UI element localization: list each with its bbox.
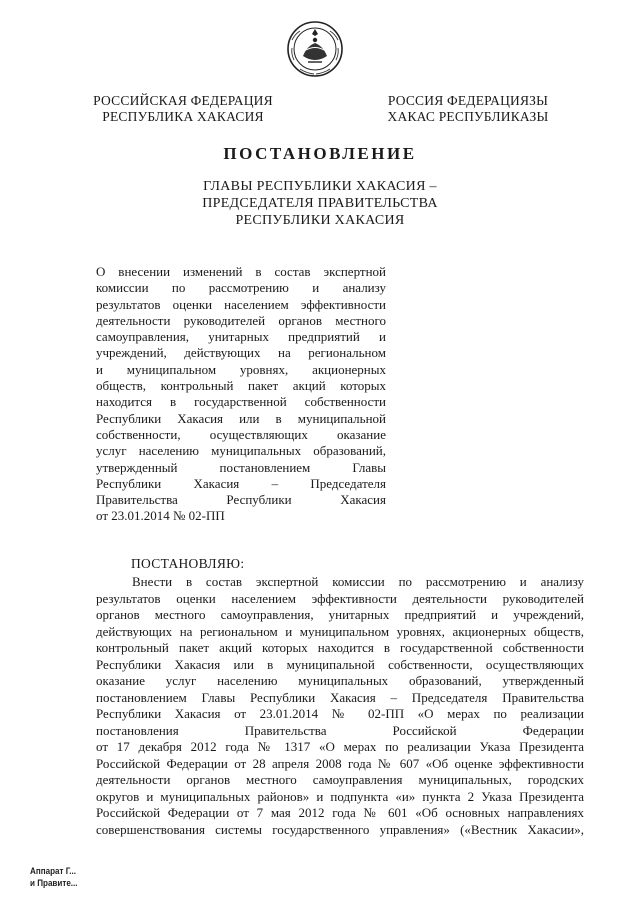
subject-line: самоуправления, унитарных предприятий и — [96, 329, 386, 345]
subject-line: деятельности руководителей органов местного — [96, 312, 386, 328]
body-line: контрольный пакет акций которых находится в государственной собственности — [96, 640, 584, 655]
subject-line: обществ, контрольный пакет акций которых — [96, 378, 386, 394]
subject-line: собственности, осуществляющих оказание — [96, 426, 386, 442]
subject-block — [96, 264, 386, 525]
body-line: деятельности органов местного самоуправления муниципальных, городских — [96, 772, 584, 787]
subject-line: комиссии по рассмотрению и анализу — [96, 280, 386, 296]
coat-of-arms-emblem — [286, 20, 344, 78]
decree-word: ПОСТАНОВЛЯЮ: — [131, 556, 245, 571]
subtitle-line: ГЛАВЫ РЕСПУБЛИКИ ХАКАСИЯ – — [203, 179, 437, 194]
subtitle-line: РЕСПУБЛИКИ ХАКАСИЯ — [235, 213, 405, 228]
body-line: постановлением Главы Республики Хакасия – Председателя Правительства — [96, 689, 584, 705]
subject-line: услуг населению муниципальных образований, — [96, 443, 386, 459]
subtitle-line: ПРЕДСЕДАТЕЛЯ ПРАВИТЕЛЬСТВА — [202, 196, 438, 211]
body-line: Республики Хакасия или в муниципальной собственности, осуществляющих — [96, 656, 584, 672]
header-right-country: РОССИЯ ФЕДЕРАЦИЯЗЫ — [387, 93, 549, 108]
footer-stamp — [30, 866, 78, 890]
subject-line: результатов оценки населением эффективности — [96, 296, 386, 312]
subject-line: Правительства Республики Хакасия — [96, 492, 386, 508]
issuer-subtitle — [150, 178, 490, 229]
body-line: органов местного самоуправления, унитарных предприятий и учреждений, — [96, 607, 584, 622]
subject-line: от 23.01.2014 № 02-ПП — [96, 508, 225, 524]
footer-stamp-line: Аппарат Г... — [30, 866, 77, 877]
header-left-country: РОССИЙСКАЯ ФЕДЕРАЦИЯ — [93, 93, 273, 108]
subject-line: О внесении изменений в состав экспертной — [96, 264, 386, 279]
subject-line: Республики Хакасия – Председателя — [96, 475, 386, 491]
body-line: совершенствования системы государственного управления» («Вестник Хакасии», — [96, 821, 584, 837]
body-line: оказание услуг населению муниципальных образований, утвержденный — [96, 673, 584, 688]
body-line: Российской Федерации от 28 апреля 2008 года № 607 «Об оценке эффективности — [96, 755, 584, 771]
header-right-republic: ХАКАС РЕСПУБЛИКАЗЫ — [387, 109, 549, 124]
header-left-republic: РЕСПУБЛИКА ХАКАСИЯ — [102, 109, 264, 124]
header-right — [378, 93, 558, 125]
body-line: Российской Федерации от 7 мая 2012 года № 601 «Об основных направлениях — [96, 805, 584, 820]
document-title: ПОСТАНОВЛЕНИЕ — [223, 144, 417, 163]
header-left — [88, 93, 278, 125]
subject-line: утвержденный постановлением Главы — [96, 459, 386, 475]
body-line: округов и муниципальных районов» и подпункта «и» пункта 2 Указа Президента — [96, 788, 584, 804]
subject-line: Республики Хакасия или в муниципальной — [96, 410, 386, 426]
body-line: Республики Хакасия от 23.01.2014 № 02-ПП «О мерах по реализации — [96, 706, 584, 721]
body-line: Внести в состав экспертной комиссии по рассмотрению и анализу — [132, 574, 584, 589]
subject-line: учреждений, действующих на региональном — [96, 345, 386, 361]
footer-stamp-line: и Правите... — [30, 878, 78, 889]
body-text — [96, 574, 584, 838]
body-line: действующих на региональном и муниципальном уровнях, акционерных обществ, — [96, 623, 584, 639]
body-line: от 17 декабря 2012 года № 1317 «О мерах по реализации Указа Президента — [96, 739, 584, 754]
body-line: результатов оценки населением эффективности деятельности руководителей — [96, 590, 584, 606]
subject-line: находится в государственной собственности — [96, 394, 386, 410]
subject-line: и муниципальном уровнях, акционерных — [96, 361, 386, 377]
body-line: постановления Правительства Российской Федерации — [96, 722, 584, 738]
